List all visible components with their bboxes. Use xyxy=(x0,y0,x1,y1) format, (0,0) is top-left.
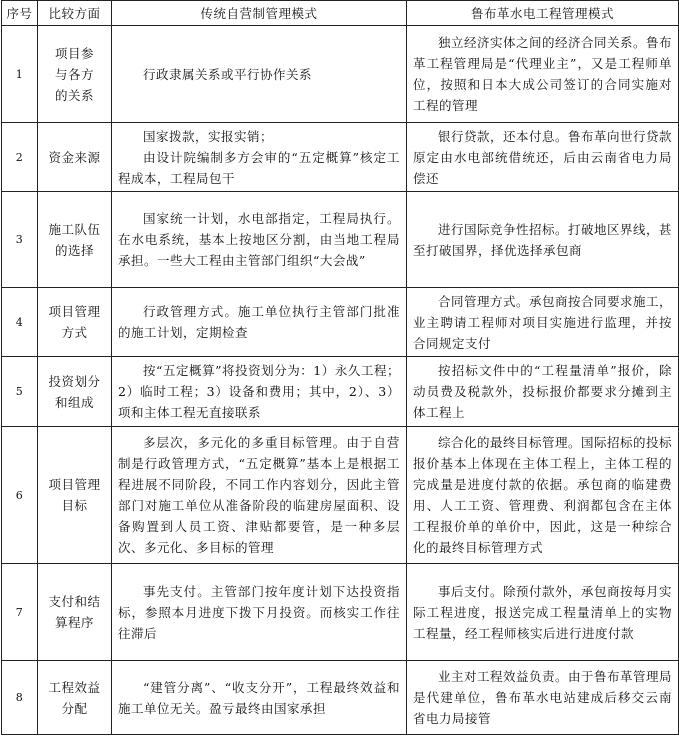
row-traditional xyxy=(112,123,407,192)
row-number: 3 xyxy=(2,192,38,288)
row-aspect: 资金来源 xyxy=(38,123,112,192)
row-lubuge: 业主对工程效益负责。由于鲁布革管理局是代建单位，鲁布革水电站建成后移交云南省电力局接管 xyxy=(407,661,679,735)
row-lubuge: 独立经济实体之间的经济合同关系。鲁布革工程管理局是“代理业主”，又是工程师单位，按照和日本大成公司签订的合同实施对工程的管理 xyxy=(407,26,679,123)
table-row xyxy=(2,123,679,192)
table-body xyxy=(2,26,679,735)
row-lubuge: 合同管理方式。承包商按合同要求施工，业主聘请工程师对项目实施进行监理，并按合同规定支付 xyxy=(407,288,679,357)
table-header xyxy=(2,1,679,26)
row-traditional: 行政隶属关系或平行协作关系 xyxy=(112,26,407,123)
row-number: 2 xyxy=(2,123,38,192)
row-traditional: 国家统一计划，水电部指定，工程局执行。在水电系统，基本上按地区分割，由当地工程局承担。一些大工程由主管部门组织“大会战” xyxy=(112,192,407,288)
row-traditional: 按“五定概算”将投资划分为：1）永久工程；2）临时工程；3）设备和费用；其中，2）、3）项和主体工程无直接联系 xyxy=(112,357,407,427)
row-traditional-line: 国家拨款，实报实销； xyxy=(143,128,274,144)
row-number: 4 xyxy=(2,288,38,357)
row-lubuge: 银行贷款，还本付息。鲁布革向世行贷款原定由水电部统借统还，后由云南省电力局偿还 xyxy=(407,123,679,192)
row-number: 5 xyxy=(2,357,38,427)
header-traditional: 传统自营制管理模式 xyxy=(112,1,407,26)
table-row xyxy=(2,661,679,735)
row-lubuge: 进行国际竞争性招标。打破地区界线，甚至打破国界，择优选择承包商 xyxy=(407,192,679,288)
row-aspect: 项目管理方式 xyxy=(38,288,112,357)
row-aspect: 工程效益分配 xyxy=(38,661,112,735)
row-traditional: 多层次，多元化的多重目标管理。由于自营制是行政管理方式，“五定概算”基本上是根据工程进展不同阶段，不同工作内容划分，因此主管部门对施工单位从准备阶段的临建房屋面积、设备购置到人员工资、津贴都要管，是一种多层次、多元化、多目标的管理 xyxy=(112,427,407,564)
row-number: 6 xyxy=(2,427,38,564)
table-row xyxy=(2,26,679,123)
table-row xyxy=(2,192,679,288)
table-row xyxy=(2,357,679,427)
row-aspect: 项目管理目标 xyxy=(38,427,112,564)
table-row xyxy=(2,288,679,357)
row-aspect: 项目参与各方的关系 xyxy=(38,26,112,123)
comparison-table xyxy=(1,0,679,735)
header-aspect: 比较方面 xyxy=(38,1,112,26)
row-aspect: 施工队伍的选择 xyxy=(38,192,112,288)
row-lubuge: 事后支付。除预付款外，承包商按每月实际工程进度，报送完成工程量清单上的实物工程量，经工程师核实后进行进度付款 xyxy=(407,564,679,661)
row-number: 8 xyxy=(2,661,38,735)
row-lubuge: 按招标文件中的“工程量清单”报价，除动员费及税款外，投标报价都要求分摊到主体工程上 xyxy=(407,357,679,427)
row-aspect: 投资划分和组成 xyxy=(38,357,112,427)
table-row xyxy=(2,427,679,564)
row-traditional-line: 由设计院编制多方会审的“五定概算”核定工程成本，工程局包干 xyxy=(118,149,400,186)
row-number: 7 xyxy=(2,564,38,661)
header-row xyxy=(2,1,679,26)
row-lubuge: 综合化的最终目标管理。国际招标的投标报价基本上体现在主体工程上，主体工程的完成量是进度付款的依据。承包商的临建费用、人工工资、管理费、利润都包含在主体工程报价单的单价中，因此，这是一种综合化的最终目标管理方式 xyxy=(407,427,679,564)
row-traditional: 行政管理方式。施工单位执行主管部门批准的施工计划，定期检查 xyxy=(112,288,407,357)
row-traditional: 事先支付。主管部门按年度计划下达投资指标，参照本月进度下拨下月投资。而核实工作往往滞后 xyxy=(112,564,407,661)
table-row xyxy=(2,564,679,661)
header-no: 序号 xyxy=(2,1,38,26)
row-traditional: “建管分离”、“收支分开”，工程最终效益和施工单位无关。盈亏最终由国家承担 xyxy=(112,661,407,735)
header-lubuge: 鲁布革水电工程管理模式 xyxy=(407,1,679,26)
row-aspect: 支付和结算程序 xyxy=(38,564,112,661)
row-number: 1 xyxy=(2,26,38,123)
